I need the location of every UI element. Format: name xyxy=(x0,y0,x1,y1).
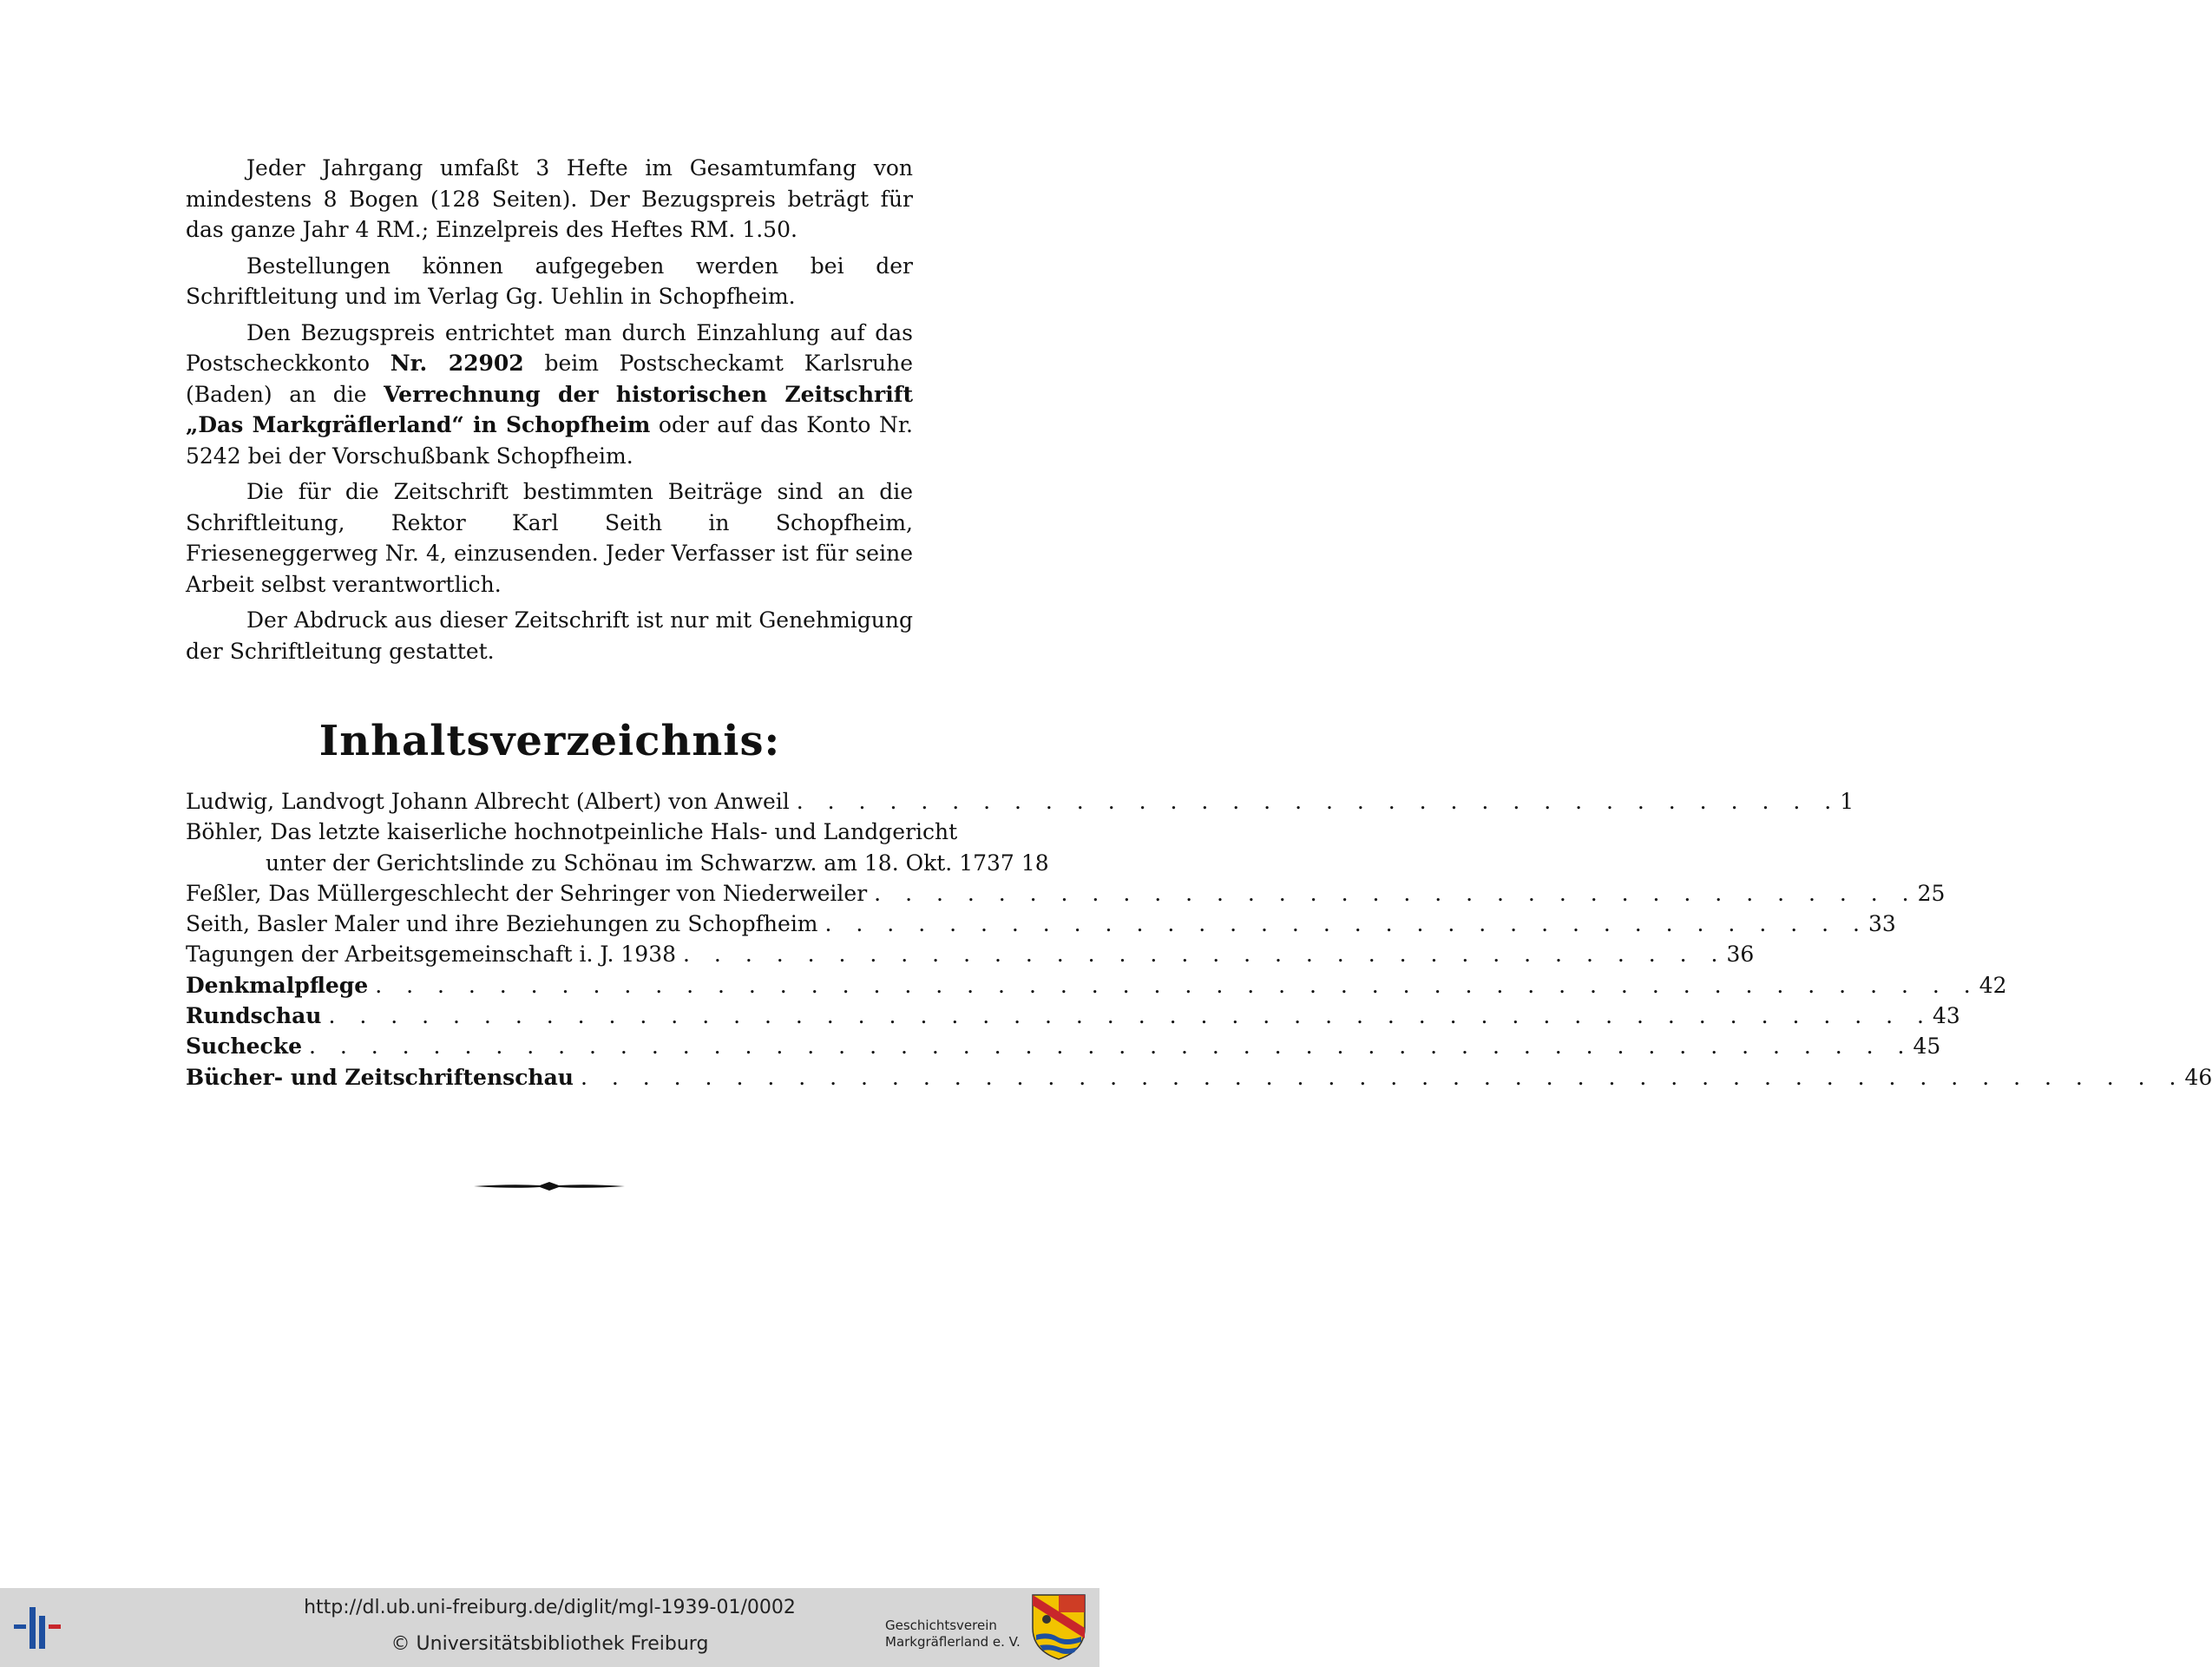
payment-text-c: beim Postscheckamt Karlsruhe (Baden) an die xyxy=(186,351,913,407)
toc-entry xyxy=(186,970,2007,1001)
payee-name: Verrechnung der historischen Zeitschrift „Das Markgräflerland“ in Schopfheim xyxy=(186,381,913,437)
toc-entry-title: Rundschau xyxy=(186,1003,322,1029)
info-paragraph-orders: Bestellungen können aufgegeben werden bei der Schriftleitung und im Verlag Gg. Uehlin in Schopfheim. xyxy=(186,253,913,309)
coat-of-arms-icon xyxy=(1031,1593,1086,1661)
toc-entry xyxy=(186,939,1755,969)
toc-leader-dots: . . . . . . . . . . . . . . . . . . . . . . . . . . . . . . . . . . xyxy=(874,880,1918,906)
toc-entry-title-continued: unter der Gerichtslinde zu Schönau im Schwarzw. am 18. Okt. 1737 xyxy=(266,850,1014,876)
toc-leader-dots: . . . . . . . . . . . . . . . . . . . . . . . . . . . . . . . . . . . . . . . . . . . . . . . . . . . . xyxy=(375,972,1979,998)
toc-entry-page: 18 xyxy=(1021,850,1049,876)
toc-entry-page: 45 xyxy=(1913,1034,1941,1060)
toc-leader-dots: . . . . . . . . . . . . . . . . . . . . . . . . . . . . . . . . . . xyxy=(824,911,1868,937)
toc-heading: Inhaltsverzeichnis: xyxy=(318,717,781,765)
ornament-divider-icon xyxy=(474,1180,625,1192)
table-of-contents xyxy=(186,786,2212,1093)
publication-info xyxy=(186,153,913,672)
toc-leader-dots: . . . . . . . . . . . . . . . . . . . . . . . . . . . . . . . . . . . . . . . . . . . . . . . . . . . . xyxy=(328,1003,1933,1029)
toc-entry-page: 42 xyxy=(1979,972,2007,998)
society-name-line1: Geschichtsverein xyxy=(885,1618,997,1633)
toc-leader-dots: . . . . . . . . . . . . . . . . . . . . . . . . . . . . . . . . . . xyxy=(796,789,1841,814)
toc-entry-page: 1 xyxy=(1840,789,1854,814)
toc-entry-title: Tagungen der Arbeitsgemeinschaft i. J. 1938 xyxy=(186,942,677,968)
toc-entry xyxy=(186,878,1946,909)
toc-leader-dots: . . . . . . . . . . . . . . . . . . . . . . . . . . . . . . . . . . xyxy=(683,942,1727,968)
permalink-url[interactable]: http://dl.ub.uni-freiburg.de/diglit/mgl-1939-01/0002 xyxy=(304,1597,796,1618)
viewer-footer-bar xyxy=(0,1588,1099,1667)
toc-entry-continuation xyxy=(186,848,1049,878)
toc-entry xyxy=(186,1062,2212,1093)
payment-text-a: Den Bezugspreis entrichtet man durch Einzahlung auf das Postscheckkonto xyxy=(186,319,913,376)
info-paragraph-reprint: Der Abdruck aus dieser Zeitschrift ist nur mit Genehmigung der Schriftleitung gestattet. xyxy=(186,607,913,664)
society-name-line2: Markgräflerland e. V. xyxy=(885,1634,1021,1650)
info-paragraph-payment xyxy=(186,318,913,472)
society-name xyxy=(885,1618,1021,1651)
toc-entry-title: Denkmalpflege xyxy=(186,972,369,998)
toc-entry-page: 43 xyxy=(1933,1003,1960,1029)
toc-leader-dots: . . . . . . . . . . . . . . . . . . . . . . . . . . . . . . . . . . . . . . . . . . . . . . . . . . . . xyxy=(308,1034,1913,1060)
toc-entry-title: Böhler, Das letzte kaiserliche hochnotpeinliche Hals- und Landgericht xyxy=(186,819,958,845)
toc-entry-page: 46 xyxy=(2184,1064,2212,1090)
toc-entry-title: Bücher- und Zeitschriftenschau xyxy=(186,1064,574,1090)
account-number: Nr. 22902 xyxy=(390,351,524,376)
toc-entry-page: 33 xyxy=(1867,911,1896,937)
toc-entry-title: Feßler, Das Müllergeschlecht der Sehringer von Niederweiler xyxy=(186,880,868,906)
toc-entry xyxy=(186,786,1854,817)
copyright-notice: © Universitätsbibliothek Freiburg xyxy=(391,1633,709,1655)
toc-entry-title: Suchecke xyxy=(186,1034,302,1060)
toc-entry xyxy=(186,1001,1960,1031)
toc-leader-dots: . . . . . . . . . . . . . . . . . . . . . . . . . . . . . . . . . . . . . . . . . . . . . . . . . . . . xyxy=(580,1064,2185,1090)
toc-entry xyxy=(186,1031,1941,1061)
payment-text-e: oder auf das Konto Nr. 5242 bei der Vorschußbank Schopfheim. xyxy=(186,412,913,469)
toc-entry xyxy=(186,909,1896,939)
toc-entry-page: 25 xyxy=(1917,880,1946,906)
info-paragraph-subscription: Jeder Jahrgang umfaßt 3 Hefte im Gesamtumfang von mindestens 8 Bogen (128 Seiten). Der Bezugspreis beträgt für das ganze Jahr 4 RM.; Einzelpreis des Heftes RM. 1.50. xyxy=(186,155,913,242)
toc-entry-title: Ludwig, Landvogt Johann Albrecht (Albert) von Anweil xyxy=(186,789,790,814)
toc-entry xyxy=(186,817,958,847)
toc-entry-title: Seith, Basler Maler und ihre Beziehungen zu Schopfheim xyxy=(186,911,818,937)
toc-entry-page: 36 xyxy=(1726,942,1755,968)
info-paragraph-contributions: Die für die Zeitschrift bestimmten Beiträge sind an die Schriftleitung, Rektor Karl Seith in Schopfheim, Frieseneggerweg Nr. 4, einzusenden. Jeder Verfasser ist für seine Arbeit selbst verantwortlich. xyxy=(186,479,913,597)
